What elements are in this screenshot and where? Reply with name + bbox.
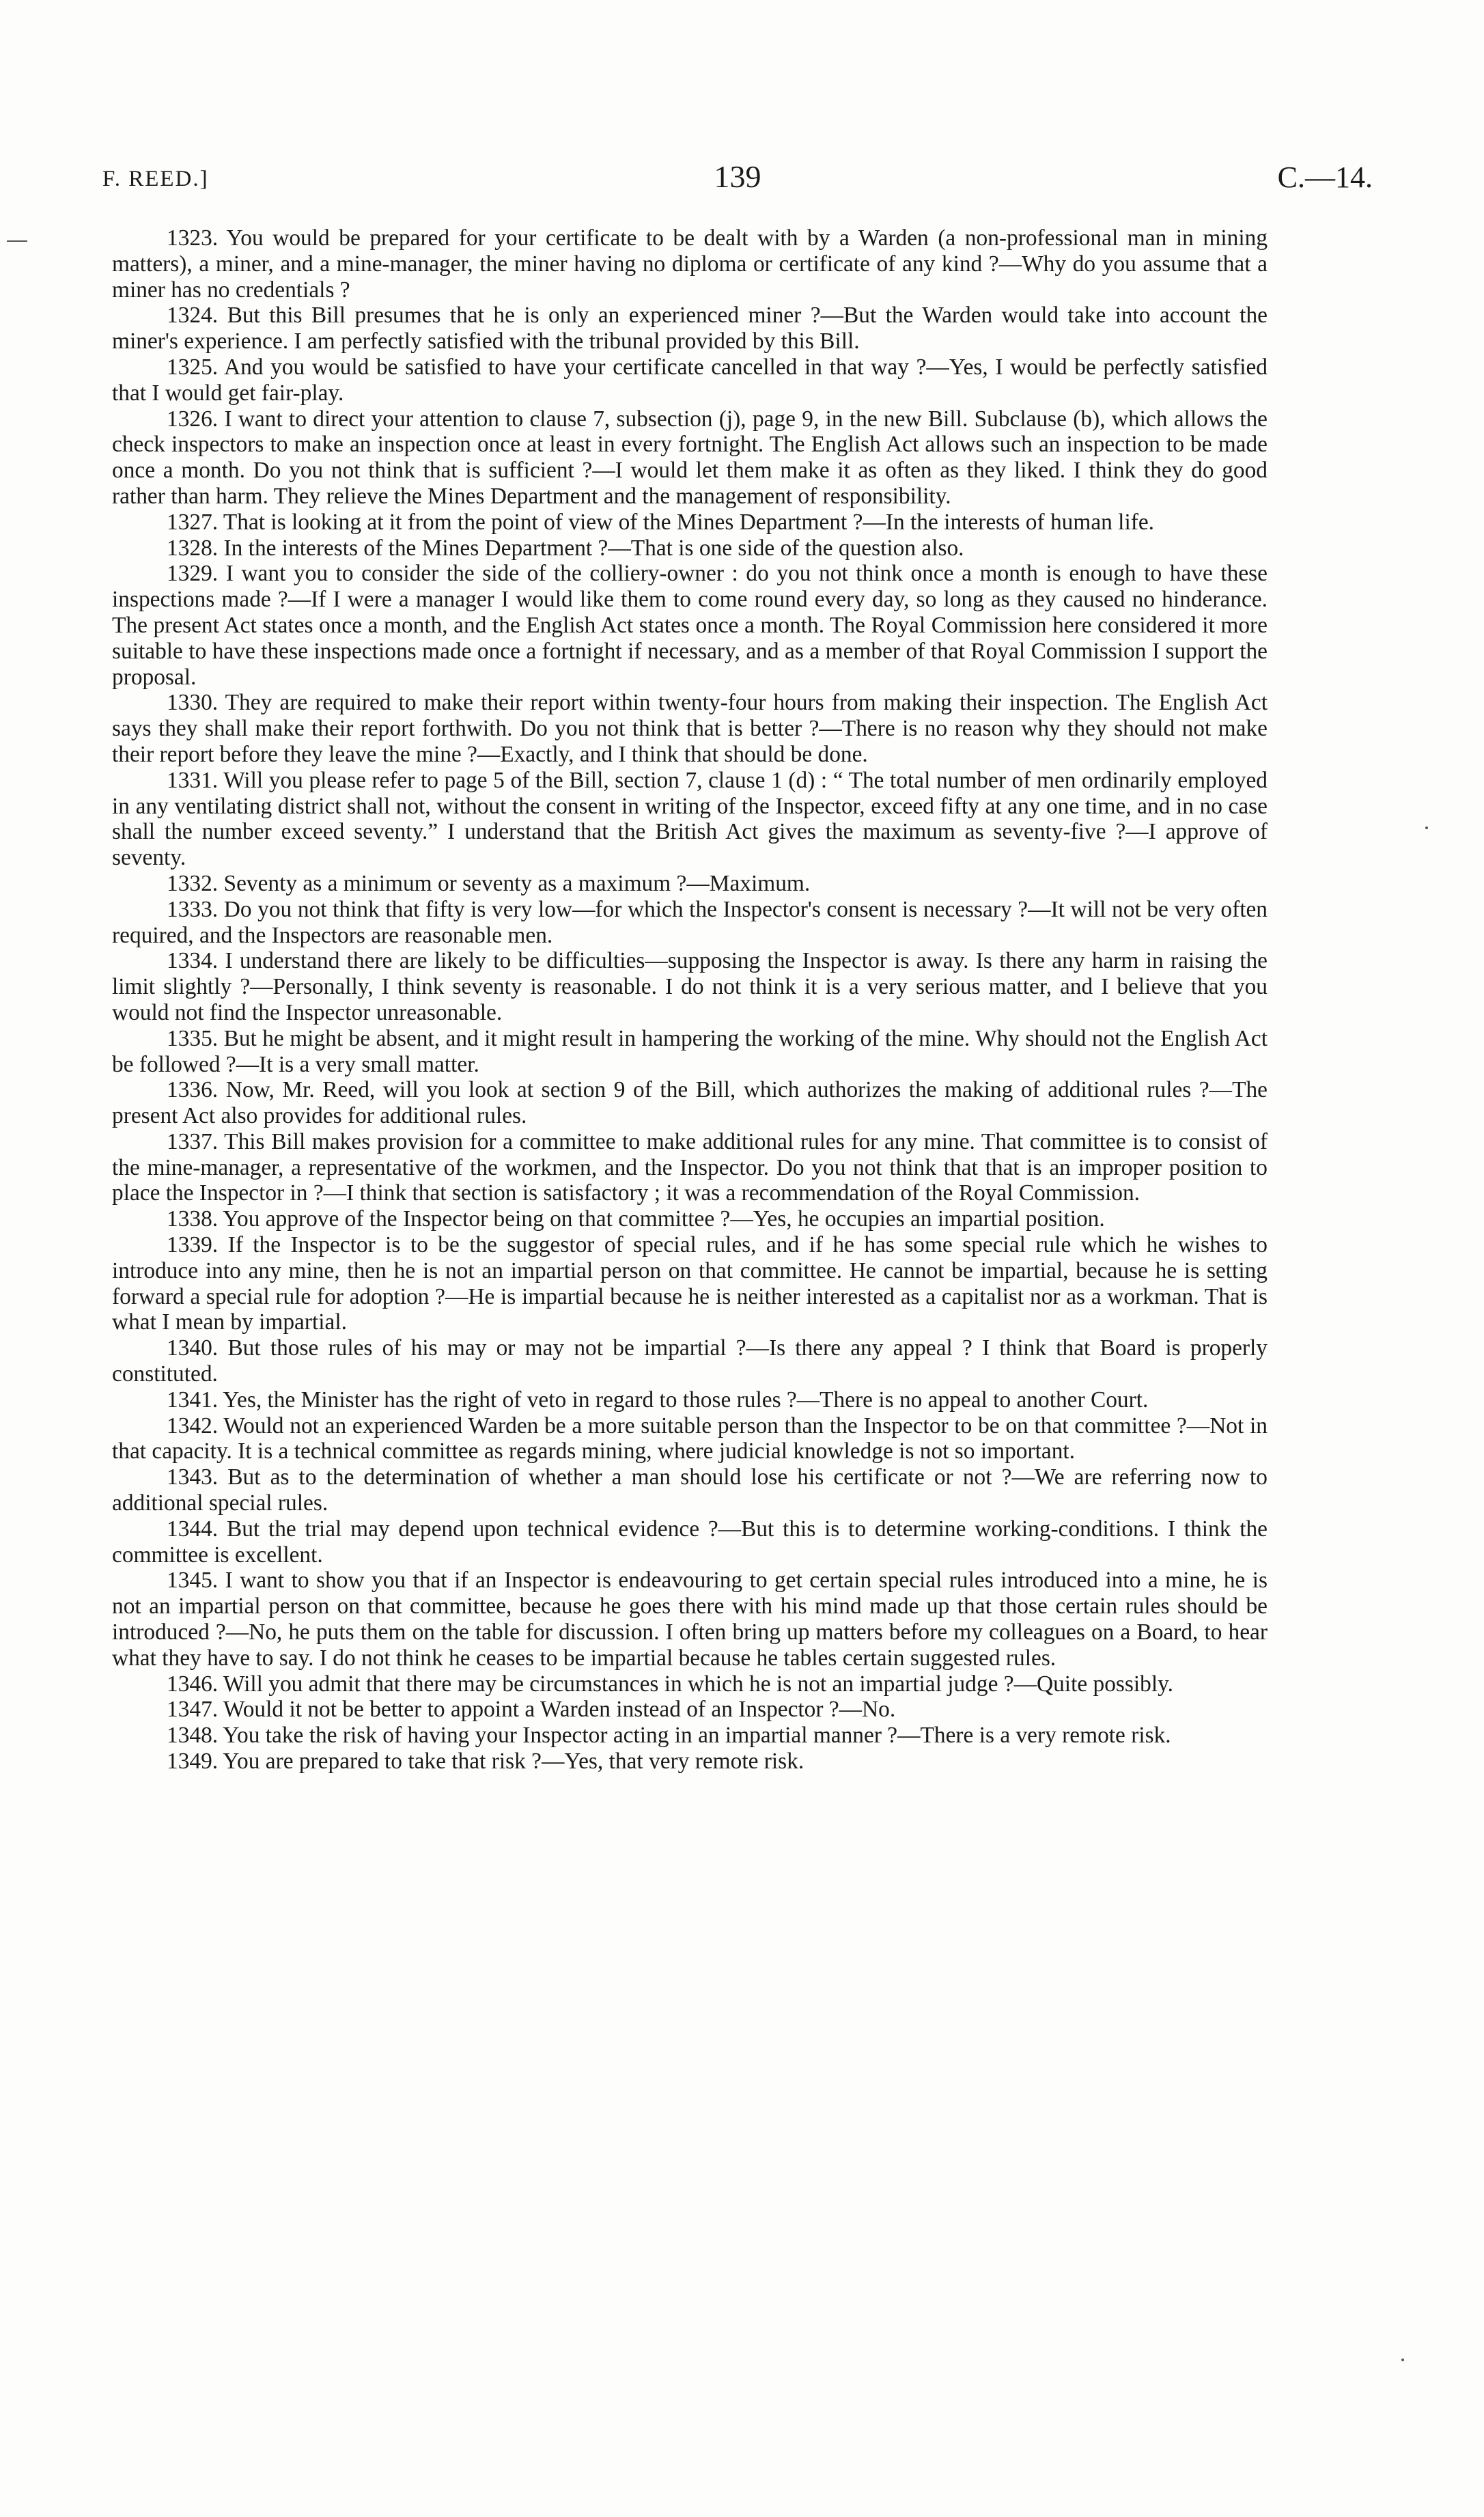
question-number: 1333. [167,896,219,922]
question-number: 1348. [167,1723,219,1749]
question-number: 1329. [167,561,219,587]
question-text: You would be prepared for your certificate to be dealt with by a Warden (a non-professional man in mining matters), a miner, and a mine-manager, the miner having no diploma or certificate of any kind ?—Why do you assume that a miner has no credentials ? [112,225,1268,303]
question-text: I want to show you that if an Inspector is endeavouring to get certain special rules introduced into a mine, he is not an impartial person on that committee, because he goes there with his mind made up that those certain rules should be introduced ?—No, he puts them on the table for discussion. I often bring up matters before my colleagues on a Board, to hear what they have to say. I do not think he ceases to be impartial because he tables certain suggested rules. [112,1568,1268,1671]
question-text: Will you admit that there may be circumstances in which he is not an impartial judge ?—Quite possibly. [223,1671,1174,1697]
question-number: 1326. [167,406,219,432]
question-text: Do you not think that fifty is very low—for which the Inspector's consent is necessary ?—It will not be very often required, and the Inspectors are reasonable men. [112,896,1268,948]
question-text: I want you to consider the side of the colliery-owner : do you not think once a month is enough to have these inspections made ?—If I were a manager I would like them to come round every day, so long as they caused no hinderance. The present Act states once a month, and the English Act states once a month. The Royal Commission here considered it more suitable to have these inspections made once a fortnight if necessary, and as a member of that Royal Commission I support the proposal. [112,561,1268,690]
question-text: You approve of the Inspector being on that committee ?—Yes, he occupies an impartial position. [223,1206,1105,1232]
question-number: 1327. [167,509,219,535]
question-paragraph [112,690,1268,767]
page-header [102,158,1373,199]
question-text: Would it not be better to appoint a Warden instead of an Inspector ?—No. [223,1697,896,1723]
question-text: And you would be satisfied to have your certificate cancelled in that way ?—Yes, I would be perfectly satisfied that I would get fair-play. [112,354,1268,406]
evidence-text [112,225,1268,1775]
question-paragraph [112,1129,1268,1206]
question-text: In the interests of the Mines Department ?—That is one side of the question also. [223,535,964,561]
page-number: 139 [714,159,761,194]
question-paragraph [112,948,1268,1025]
question-text: But he might be absent, and it might result in hampering the working of the mine. Why should not the English Act be followed ?—It is a very small matter. [112,1025,1268,1077]
question-number: 1337. [167,1128,219,1154]
question-text: Yes, the Minister has the right of veto in regard to those rules ?—There is no appeal to another Court. [223,1387,1149,1413]
question-paragraph [112,768,1268,871]
question-text: But those rules of his may or may not be impartial ?—Is there any appeal ? I think that Board is properly constituted. [112,1335,1268,1387]
question-number: 1324. [167,303,219,329]
scan-mark [1425,826,1428,829]
question-number: 1331. [167,767,219,793]
question-paragraph [112,1671,1268,1697]
scan-mark [7,240,27,242]
question-paragraph [112,1206,1268,1232]
question-paragraph [112,510,1268,536]
question-paragraph [112,1335,1268,1387]
question-paragraph [112,871,1268,897]
parliamentary-paper-code: C.—14. [1277,161,1373,194]
question-text: Will you please refer to page 5 of the Bill, section 7, clause 1 (d) : “ The total number of men ordinarily employed in any ventilating district shall not, without the consent in writing of the Inspector, exceed fifty at any one time, and in no case shall the number exceed seventy.” I understand that the British Act gives the maximum as seventy-five ?—I approve of seventy. [112,767,1268,871]
question-number: 1325. [167,354,219,380]
question-paragraph [112,406,1268,510]
question-number: 1332. [167,870,219,896]
question-text: I understand there are likely to be difficulties—supposing the Inspector is away. Is there any harm in raising the limit slightly ?—Personally, I think seventy is reasonable. I do not think it is a very serious matter, and I believe that you would not find the Inspector unreasonable. [112,948,1268,1025]
question-text: That is looking at it from the point of view of the Mines Department ?—In the interests of human life. [223,509,1155,535]
question-text: You are prepared to take that risk ?—Yes, that very remote risk. [223,1749,804,1775]
question-number: 1349. [167,1749,219,1775]
question-number: 1338. [167,1206,219,1232]
question-text: I want to direct your attention to clause 7, subsection (j), page 9, in the new Bill. Subclause (b), which allows the check inspectors to make an inspection once at least in every fortnight. The English Act allows such an inspection to be made once a month. Do you not think that is sufficient ?—I would let them make it as often as they liked. I think they do good rather than harm. They relieve the Mines Department and the management of responsibility. [112,406,1268,509]
question-number: 1341. [167,1387,219,1413]
question-paragraph [112,1568,1268,1671]
question-number: 1339. [167,1232,219,1258]
question-paragraph [112,354,1268,406]
question-paragraph [112,1026,1268,1078]
question-number: 1346. [167,1671,219,1697]
question-paragraph [112,1387,1268,1413]
question-paragraph [112,1697,1268,1723]
question-number: 1344. [167,1516,219,1542]
question-text: But this Bill presumes that he is only an experienced miner ?—But the Warden would take into account the miner's experience. I am perfectly satisfied with the tribunal provided by this Bill. [112,303,1268,354]
question-number: 1345. [167,1568,219,1594]
question-paragraph [112,1749,1268,1775]
question-number: 1342. [167,1413,219,1438]
question-text: Seventy as a minimum or seventy as a maximum ?—Maximum. [223,870,811,896]
question-number: 1334. [167,948,219,974]
question-text: This Bill makes provision for a committee to make additional rules for any mine. That committee is to consist of the mine-manager, a representative of the workmen, and the Inspector. Do you not think that that is an improper position to place the Inspector in ?—I think that section is satisfactory ; it was a recommendation of the Royal Commission. [112,1128,1268,1206]
question-paragraph [112,536,1268,561]
scan-mark [1401,2359,1404,2361]
question-number: 1330. [167,690,219,716]
question-text: You take the risk of having your Inspector acting in an impartial manner ?—There is a very remote risk. [223,1723,1171,1749]
question-paragraph [112,1232,1268,1335]
question-paragraph [112,897,1268,949]
question-number: 1336. [167,1077,219,1103]
question-number: 1323. [167,225,219,251]
question-paragraph [112,225,1268,303]
question-paragraph [112,561,1268,690]
question-text: Now, Mr. Reed, will you look at section 9 of the Bill, which authorizes the making of additional rules ?—The present Act also provides for additional rules. [112,1077,1268,1129]
question-number: 1347. [167,1697,219,1723]
question-text: But the trial may depend upon technical evidence ?—But this is to determine working-conditions. I think the committee is excellent. [112,1516,1268,1568]
question-number: 1328. [167,535,219,561]
question-text: Would not an experienced Warden be a more suitable person than the Inspector to be on that committee ?—Not in that capacity. It is a technical committee as regards mining, where judicial knowledge is not so important. [112,1413,1268,1464]
question-paragraph [112,1464,1268,1516]
question-number: 1335. [167,1025,219,1051]
question-number: 1343. [167,1464,219,1490]
question-paragraph [112,303,1268,354]
question-paragraph [112,1077,1268,1129]
question-paragraph [112,1516,1268,1568]
question-paragraph [112,1413,1268,1465]
question-text: They are required to make their report within twenty-four hours from making their inspection. The English Act says they shall make their report forthwith. Do you not think that is better ?—There is no reason why they should not make their report before they leave the mine ?—Exactly, and I think that should be done. [112,690,1268,767]
question-number: 1340. [167,1335,219,1361]
question-text: But as to the determination of whether a man should lose his certificate or not ?—We are referring now to additional special rules. [112,1464,1268,1516]
witness-name-header: F. REED.] [102,167,209,191]
question-paragraph [112,1723,1268,1749]
question-text: If the Inspector is to be the suggestor of special rules, and if he has some special rule which he wishes to introduce into any mine, then he is not an impartial person on that committee. He cannot be impartial, because he is setting forward a special rule for adoption ?—He is impartial because he is neither interested as a capitalist nor as a workman. That is what I mean by impartial. [112,1232,1268,1335]
